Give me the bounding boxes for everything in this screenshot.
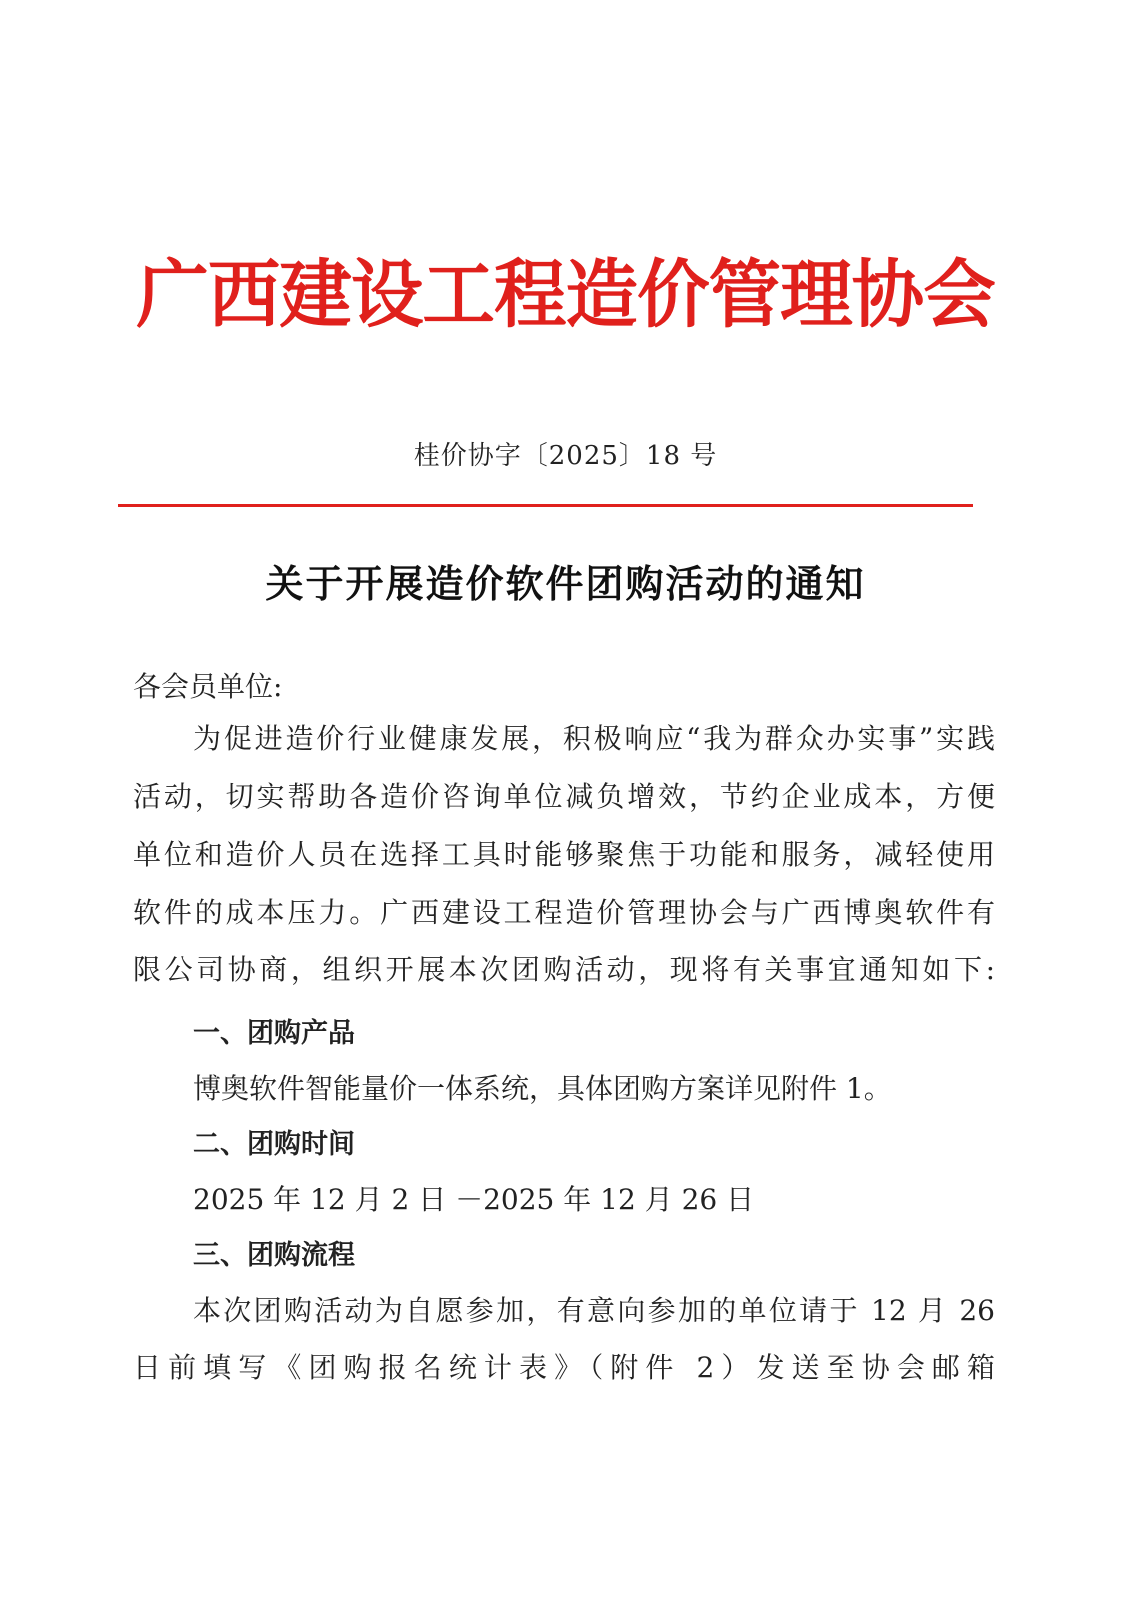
notice-title: 关于开展造价软件团购活动的通知 <box>265 561 866 606</box>
section-text: 2025 年 12 月 2 日 －2025 年 12 月 26 日 <box>193 1183 755 1216</box>
section-text: 日前填写《团购报名统计表》（附件 2）发送至协会邮箱 <box>133 1351 995 1384</box>
section-text: 本次团购活动为自愿参加，有意向参加的单位请于 12 月 26 <box>193 1294 995 1327</box>
section-heading: 一、团购产品 <box>193 1018 355 1049</box>
intro-line: 单位和造价人员在选择工具时能够聚焦于功能和服务，减轻使用 <box>133 838 995 871</box>
intro-line: 活动，切实帮助各造价咨询单位减负增效，节约企业成本，方便 <box>133 780 995 813</box>
intro-line: 限公司协商，组织开展本次团购活动，现将有关事宜通知如下: <box>133 953 995 986</box>
section-heading: 二、团购时间 <box>193 1129 355 1160</box>
org-letterhead: 广西建设工程造价管理协会 <box>136 252 995 338</box>
intro-line: 为促进造价行业健康发展，积极响应“我为群众办实事”实践 <box>193 722 995 755</box>
salutation: 各会员单位: <box>133 670 283 703</box>
document-number: 桂价协字〔2025〕18 号 <box>413 441 718 471</box>
section-text: 博奥软件智能量价一体系统，具体团购方案详见附件 1。 <box>193 1072 892 1105</box>
red-divider <box>118 504 973 507</box>
intro-line: 软件的成本压力。广西建设工程造价管理协会与广西博奥软件有 <box>133 896 995 929</box>
section-heading: 三、团购流程 <box>193 1240 355 1271</box>
